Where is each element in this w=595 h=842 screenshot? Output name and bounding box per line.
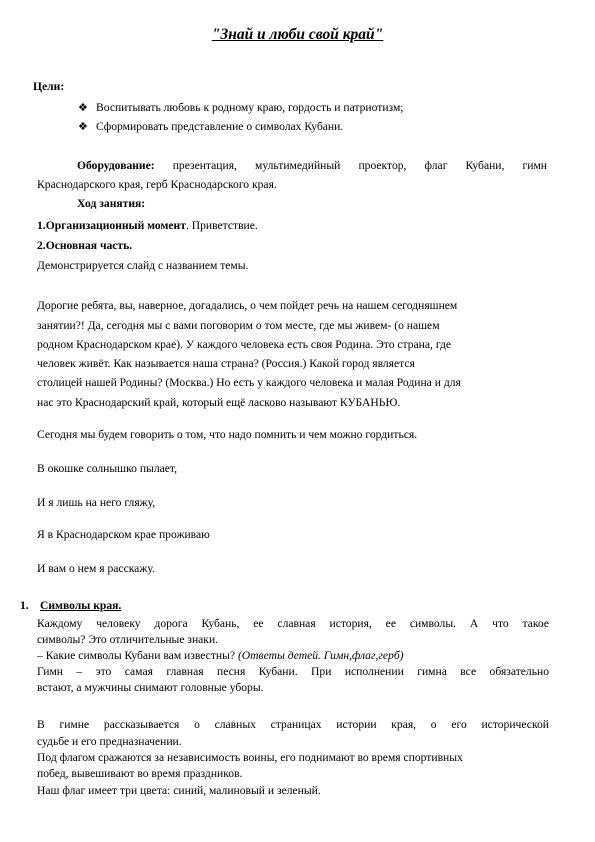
- step-1-text: . Приветствие.: [185, 219, 258, 232]
- step-1: [37, 219, 258, 233]
- anthem-line: встают, а мужчины снимают головные уборы.: [37, 681, 264, 694]
- intro-line: родном Краснодарском крае). У каждого человека есть своя Родина. Это страна, где: [37, 338, 452, 351]
- section-text-line: символы? Это отличительные знаки.: [37, 633, 219, 646]
- section-1-number: 1.: [20, 599, 29, 612]
- intro-line: нас это Краснодарский край, который ещё ласково называют КУБАНЬЮ.: [37, 396, 401, 409]
- course-heading: Ход занятия:: [77, 197, 146, 210]
- equipment-line: [77, 159, 547, 173]
- section-1-heading: Символы края.: [40, 599, 122, 612]
- question-line: [37, 649, 404, 663]
- poem-line: И вам о нем я расскажу.: [37, 562, 155, 575]
- goal-item: Сформировать представление о символах Кубани.: [96, 120, 344, 133]
- demo-text: Демонстрируется слайд с названием темы.: [37, 259, 249, 272]
- intro-line: занятии?! Да, сегодня мы с вами поговорим о том месте, где мы живем- (о нашем: [37, 319, 440, 332]
- flag-line: Под флагом сражаются за независимость воины, его поднимают во время спортивных: [37, 751, 463, 764]
- flag-line: Наш флаг имеет три цвета: синий, малиновый и зеленый.: [37, 784, 321, 797]
- poem-line: Я в Краснодарском крае проживаю: [37, 528, 210, 541]
- goal-item: Воспитывать любовь к родному краю, гордость и патриотизм;: [96, 101, 404, 114]
- step-1-label: 1.Организационный момент: [37, 219, 186, 232]
- goals-heading: Цели:: [33, 80, 65, 93]
- anthem-line: Гимн – это самая главная песня Кубани. При исполнении гимна все обязательно: [37, 665, 549, 678]
- equipment-label: Оборудование:: [77, 159, 155, 172]
- bullet-icon: ❖: [78, 102, 88, 114]
- poem-line: В окошке солнышко пылает,: [37, 462, 177, 475]
- bullet-icon: ❖: [78, 121, 88, 133]
- poem-line: И я лишь на него гляжу,: [37, 496, 156, 509]
- today-text: Сегодня мы будем говорить о том, что надо помнить и чем можно гордиться.: [37, 428, 418, 441]
- anthem-history-line: судьбе и его предназначении.: [37, 735, 182, 748]
- intro-line: Дорогие ребята, вы, наверное, догадались, о чем пойдет речь на нашем сегодняшнем: [37, 299, 458, 312]
- intro-line: человек живёт. Как называется наша страна? (Россия.) Какой город является: [37, 357, 415, 370]
- section-text-line: Каждому человеку дорога Кубань, ее славная история, ее символы. А что такое: [37, 617, 549, 630]
- question-text: – Какие символы Кубани вам известны?: [37, 649, 238, 662]
- flag-line: побед, вывешивают во время праздников.: [37, 767, 243, 780]
- equipment-line-2: Краснодарского края, герб Краснодарского края.: [37, 178, 277, 191]
- step-2-label: 2.Основная часть.: [37, 239, 133, 252]
- intro-line: столицей нашей Родины? (Москва.) Но есть у каждого человека и малая Родина и для: [37, 376, 461, 389]
- page-title: "Знай и люби свой край": [211, 26, 384, 43]
- equipment-text: презентация, мультимедийный проектор, флаг Кубани, гимн: [154, 159, 547, 172]
- answer-text: (Ответы детей. Гимн,флаг,герб): [237, 649, 404, 662]
- anthem-history-line: В гимне рассказывается о славных страницах истории края, о его исторической: [37, 718, 549, 731]
